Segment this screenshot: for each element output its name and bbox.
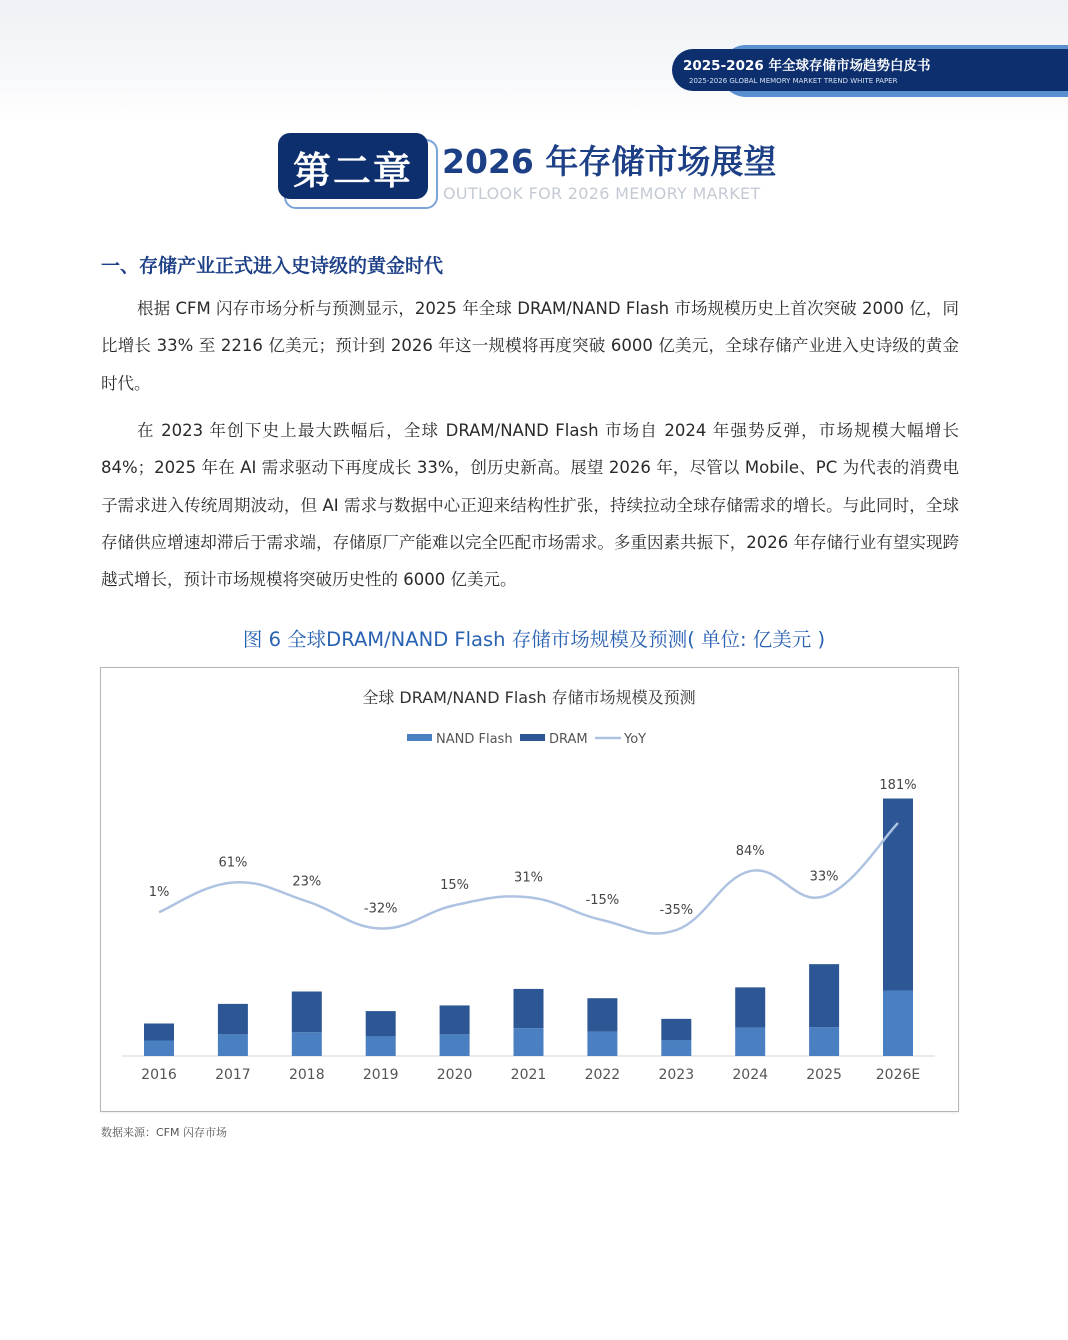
chart-frame [100, 667, 959, 1112]
x-tick-2022: 2022 [584, 1067, 621, 1083]
legend-label-dram: DRAM [549, 732, 588, 747]
legend-label-yoy: YoY [624, 732, 647, 747]
bar-dram-2024 [735, 987, 765, 1027]
x-tick-2019: 2019 [362, 1067, 399, 1083]
yoy-label-2022: -15% [585, 893, 620, 909]
market-size-chart [101, 668, 958, 1111]
x-tick-2023: 2023 [658, 1067, 695, 1083]
bar-nand-2016 [144, 1041, 174, 1056]
paragraph-1: 根据 CFM 闪存市场分析与预测显示，2025 年全球 DRAM/NAND Flash 市场规模历史上首次突破 2000 亿，同比增长 33% 至 2216 亿美元；预计到 2026 年这一规模将再度突破 6000 亿美元，全球存储产业进入史诗级的黄金时代。 [101, 299, 959, 393]
yoy-label-2019: -32% [363, 901, 398, 917]
bar-nand-2024 [735, 1028, 765, 1056]
header-title: 2025-2026 年全球存储市场趋势白皮书 [683, 58, 931, 74]
bar-dram-2016 [144, 1023, 174, 1040]
legend-swatch-nand [407, 734, 432, 741]
figure-caption: 图 6 全球DRAM/NAND Flash 存储市场规模及预测( 单位: 亿美元 ) [242, 628, 826, 651]
bar-dram-2021 [514, 989, 544, 1028]
bar-dram-2022 [587, 998, 617, 1032]
chart-title: 全球 DRAM/NAND Flash 存储市场规模及预测 [362, 688, 696, 707]
header-subtitle: 2025-2026 GLOBAL MEMORY MARKET TREND WHITE PAPER [689, 77, 898, 85]
bar-nand-2022 [587, 1032, 617, 1056]
bar-nand-2017 [218, 1034, 248, 1056]
bar-nand-2019 [366, 1036, 396, 1056]
x-tick-2021: 2021 [510, 1067, 547, 1083]
yoy-label-2020: 15% [440, 878, 470, 894]
x-tick-group [141, 1067, 920, 1083]
yoy-label-2016: 1% [148, 885, 170, 901]
legend-swatch-dram [520, 734, 545, 741]
bar-nand-2021 [514, 1028, 544, 1056]
bar-dram-2025 [809, 964, 839, 1027]
bar-nand-2018 [292, 1032, 322, 1056]
bar-dram-2019 [366, 1011, 396, 1036]
bar-dram-2026E [883, 799, 913, 991]
x-tick-2026E: 2026E [875, 1067, 921, 1083]
paragraph-2: 在 2023 年创下史上最大跌幅后，全球 DRAM/NAND Flash 市场自 2024 年强势反弹，市场规模大幅增长 84%；2025 年在 AI 需求驱动下再度成长 33%，创历史新高。展望 2026 年，尽管以 Mobile、PC 为代表的消费电子需求进入传统周期波动，但 AI 需求与数据中心正迎来结构性扩张，持续拉动全球存储需求的增长。与此同时，全球存储供应增速却滞后于需求端，存储原厂产能难以完全匹配市场需求。多重因素共振下，2026 年存储行业有望实现跨越式增长，预计市场规模将突破历史性的 6000 亿美元。 [101, 421, 959, 590]
yoy-label-2021: 31% [514, 870, 543, 886]
yoy-label-2023: -35% [659, 903, 694, 918]
yoy-label-2025: 33% [809, 869, 839, 885]
x-tick-2024: 2024 [732, 1067, 769, 1083]
bar-nand-2026E [883, 990, 913, 1056]
bar-group [144, 799, 913, 1056]
bar-dram-2018 [292, 992, 322, 1033]
chapter-subtitle: OUTLOOK FOR 2026 MEMORY MARKET [443, 184, 761, 203]
x-tick-2025: 2025 [806, 1067, 842, 1083]
yoy-label-2018: 23% [292, 874, 322, 890]
chart-legend [407, 732, 646, 747]
x-tick-2018: 2018 [288, 1067, 325, 1083]
bar-dram-2020 [440, 1005, 470, 1034]
x-tick-2016: 2016 [141, 1067, 177, 1083]
bar-nand-2025 [809, 1027, 839, 1056]
x-tick-2020: 2020 [436, 1067, 473, 1083]
x-tick-2017: 2017 [215, 1067, 251, 1083]
yoy-label-2017: 61% [218, 855, 248, 871]
bar-dram-2017 [218, 1004, 248, 1034]
bar-dram-2023 [661, 1019, 691, 1040]
yoy-label-2024: 84% [735, 844, 765, 860]
yoy-label-2026E: 181% [879, 778, 917, 793]
chapter-label: 第二章 [292, 149, 413, 193]
legend-label-nand: NAND Flash [436, 732, 513, 747]
data-source: 数据来源：CFM 闪存市场 [101, 1126, 227, 1139]
bar-nand-2020 [440, 1034, 470, 1056]
chapter-title: 2026 年存储市场展望 [442, 142, 777, 181]
section-heading: 一、存储产业正式进入史诗级的黄金时代 [101, 255, 444, 277]
bar-nand-2023 [661, 1040, 691, 1056]
